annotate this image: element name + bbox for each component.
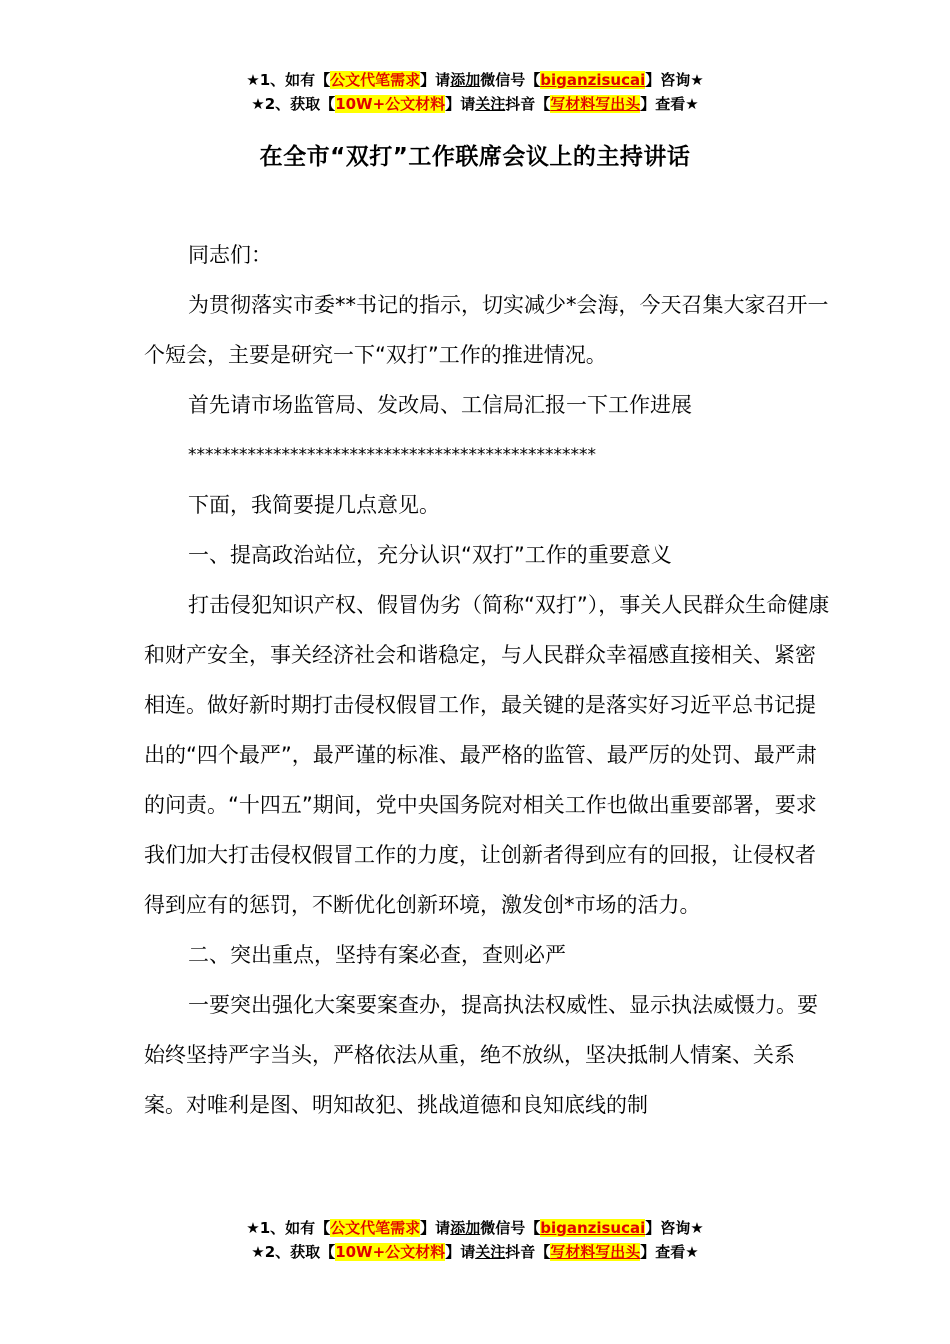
header-promo-banner bbox=[0, 68, 950, 116]
promo-line-1 bbox=[0, 1216, 950, 1240]
promo-text: 】请 bbox=[420, 71, 451, 89]
promo-text: 】请 bbox=[445, 1243, 476, 1261]
promo-line-2 bbox=[0, 1240, 950, 1264]
promo-text: 】咨询★ bbox=[645, 1219, 704, 1237]
douyin-id: 写材料写出头 bbox=[550, 95, 641, 113]
promo-underlined: 关注 bbox=[475, 95, 506, 113]
promo-text: 微信号【 bbox=[480, 71, 541, 89]
promo-text: 抖音【 bbox=[505, 95, 551, 113]
document-body bbox=[144, 230, 834, 1130]
promo-line-2 bbox=[0, 92, 950, 116]
promo-text: ★1、如有【 bbox=[246, 71, 331, 89]
promo-underlined: 关注 bbox=[475, 1243, 506, 1261]
promo-text: 抖音【 bbox=[505, 1243, 551, 1261]
paragraph-separator: ************************************************ bbox=[188, 445, 596, 465]
promo-underlined: 添加 bbox=[450, 71, 481, 89]
promo-line-1 bbox=[0, 68, 950, 92]
paragraph: 首先请市场监管局、发改局、工信局汇报一下工作进展 bbox=[188, 393, 692, 417]
promo-highlight: 公文代笔需求 bbox=[330, 1219, 421, 1237]
promo-highlight: 公文代笔需求 bbox=[330, 71, 421, 89]
wechat-id: biganzisucai bbox=[540, 1219, 646, 1237]
section-heading: 二、突出重点，坚持有案必查，查则必严 bbox=[188, 943, 566, 967]
promo-highlight: 10W+公文材料 bbox=[335, 1243, 446, 1261]
promo-text: ★2、获取【 bbox=[251, 1243, 336, 1261]
wechat-id: biganzisucai bbox=[540, 71, 646, 89]
footer-promo-banner bbox=[0, 1216, 950, 1264]
promo-text: 】咨询★ bbox=[645, 71, 704, 89]
promo-text: 】查看★ bbox=[640, 95, 699, 113]
paragraph: 一要突出强化大案要案查办，提高执法权威性、显示执法威慑力。要始终坚持严字当头，严格依法从重，绝不放纵，坚决抵制人情案、关系案。对唯利是图、明知故犯、挑战道德和良知底线的制 bbox=[144, 993, 818, 1117]
promo-underlined: 添加 bbox=[450, 1219, 481, 1237]
promo-text: ★2、获取【 bbox=[251, 95, 336, 113]
promo-text: 】请 bbox=[445, 95, 476, 113]
paragraph: 下面，我简要提几点意见。 bbox=[188, 493, 440, 517]
douyin-id: 写材料写出头 bbox=[550, 1243, 641, 1261]
promo-text: 微信号【 bbox=[480, 1219, 541, 1237]
promo-highlight: 10W+公文材料 bbox=[335, 95, 446, 113]
paragraph-salutation: 同志们： bbox=[188, 243, 272, 267]
promo-text: 】请 bbox=[420, 1219, 451, 1237]
promo-text: 】查看★ bbox=[640, 1243, 699, 1261]
document-title: 在全市“双打”工作联席会议上的主持讲话 bbox=[259, 144, 691, 170]
section-heading: 一、提高政治站位，充分认识“双打”工作的重要意义 bbox=[188, 543, 672, 567]
promo-text: ★1、如有【 bbox=[246, 1219, 331, 1237]
paragraph: 打击侵犯知识产权、假冒伪劣（简称“双打”），事关人民群众生命健康和财产安全，事关经济社会和谐稳定，与人民群众幸福感直接相关、紧密相连。做好新时期打击侵权假冒工作，最关键的是落实好习近平总书记提出的“四个最严”，最严谨的标准、最严格的监管、最严厉的处罚、最严肃的问责。“十四五”期间，党中央国务院对相关工作也做出重要部署，要求我们加大打击侵权假冒工作的力度，让创新者得到应有的回报，让侵权者得到应有的惩罚，不断优化创新环境，激发创*市场的活力。 bbox=[144, 593, 830, 917]
paragraph: 为贯彻落实市委**书记的指示，切实减少*会海，今天召集大家召开一个短会，主要是研究一下“双打”工作的推进情况。 bbox=[144, 293, 829, 367]
